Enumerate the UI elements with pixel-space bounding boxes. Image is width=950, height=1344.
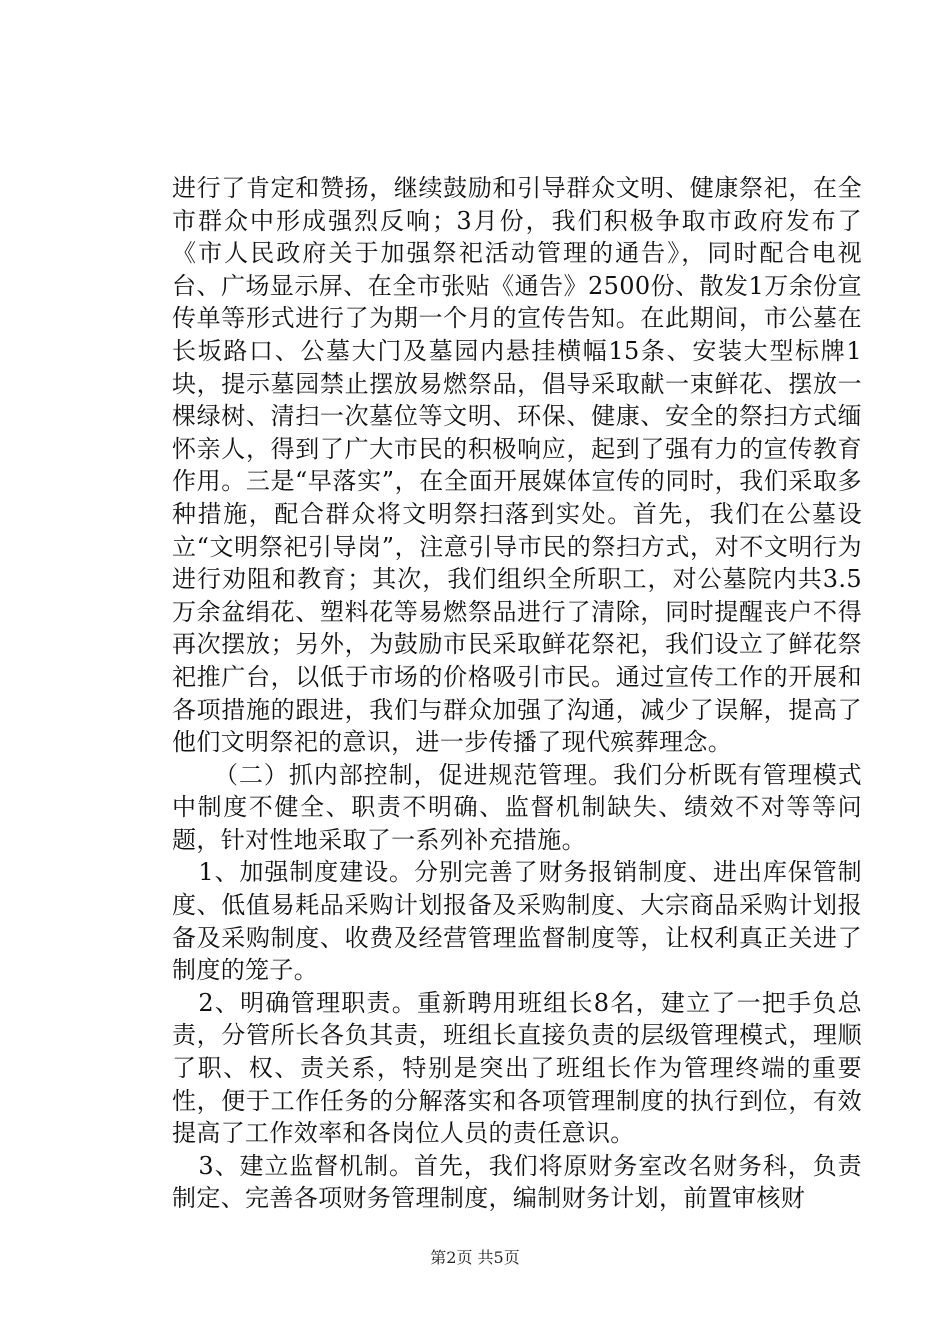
page-number-label: 第2页 共5页 (430, 1248, 520, 1267)
paragraph-continuation: 进行了肯定和赞扬，继续鼓励和引导群众文明、健康祭祀，在全市群众中形成强烈反响；3月份，我们积极争取市政府发布了《市人民政府关于加强祭祀活动管理的通告》，同时配合电视台、广场显示屏、在全市张贴《通告》2500份、散发1万余份宣传单等形式进行了为期一个月的宣传告知。在此期间，市公墓在长坂路口、公墓大门及墓园内悬挂横幅15条、安装大型标牌1块，提示墓园禁止摆放易燃祭品，倡导采取献一束鲜花、摆放一棵绿树、清扫一次墓位等文明、环保、健康、安全的祭扫方式缅怀亲人，得到了广大市民的积极响应，起到了强有力的宣传教育作用。三是“早落实”，在全面开展媒体宣传的同时，我们采取多种措施，配合群众将文明祭扫落到实处。首先，我们在公墓设立“文明祭祀引导岗”，注意引导市民的祭扫方式，对不文明行为进行劝阻和教育；其次，我们组织全所职工，对公墓院内共3.5万余盆绢花、塑料花等易燃祭品进行了清除，同时提醒丧户不得再次摆放；另外，为鼓励市民采取鲜花祭祀，我们设立了鲜花祭祀推广台，以低于市场的价格吸引市民。通过宣传工作的开展和各项措施的跟进，我们与群众加强了沟通，减少了误解，提高了他们文明祭祀的意识，进一步传播了现代殡葬理念。 (172, 174, 862, 757)
paragraph-item-1: 1、加强制度建设。分别完善了财务报销制度、进出库保管制度、低值易耗品采购计划报备及采购制度、大宗商品采购计划报备及采购制度、收费及经营管理监督制度等，让权利真正关进了制度的笼子。 (172, 858, 862, 985)
paragraph-section-two: （二）抓内部控制，促进规范管理。我们分析既有管理模式中制度不健全、职责不明确、监督机制缺失、绩效不对等等问题，针对性地采取了一系列补充措施。 (172, 760, 862, 854)
page-footer (0, 1245, 950, 1268)
paragraph-item-3: 3、建立监督机制。首先，我们将原财务室改名财务科，负责制定、完善各项财务管理制度，编制财务计划，前置审核财 (172, 1151, 862, 1213)
paragraph-item-2: 2、明确管理职责。重新聘用班组长8名，建立了一把手负总责，分管所长各负其责，班组长直接负责的层级管理模式，理顺了职、权、责关系，特别是突出了班组长作为管理终端的重要性，便于工作任务的分解落实和各项管理制度的执行到位，有效提高了工作效率和各岗位人员的责任意识。 (172, 988, 862, 1148)
document-body (172, 172, 862, 1215)
